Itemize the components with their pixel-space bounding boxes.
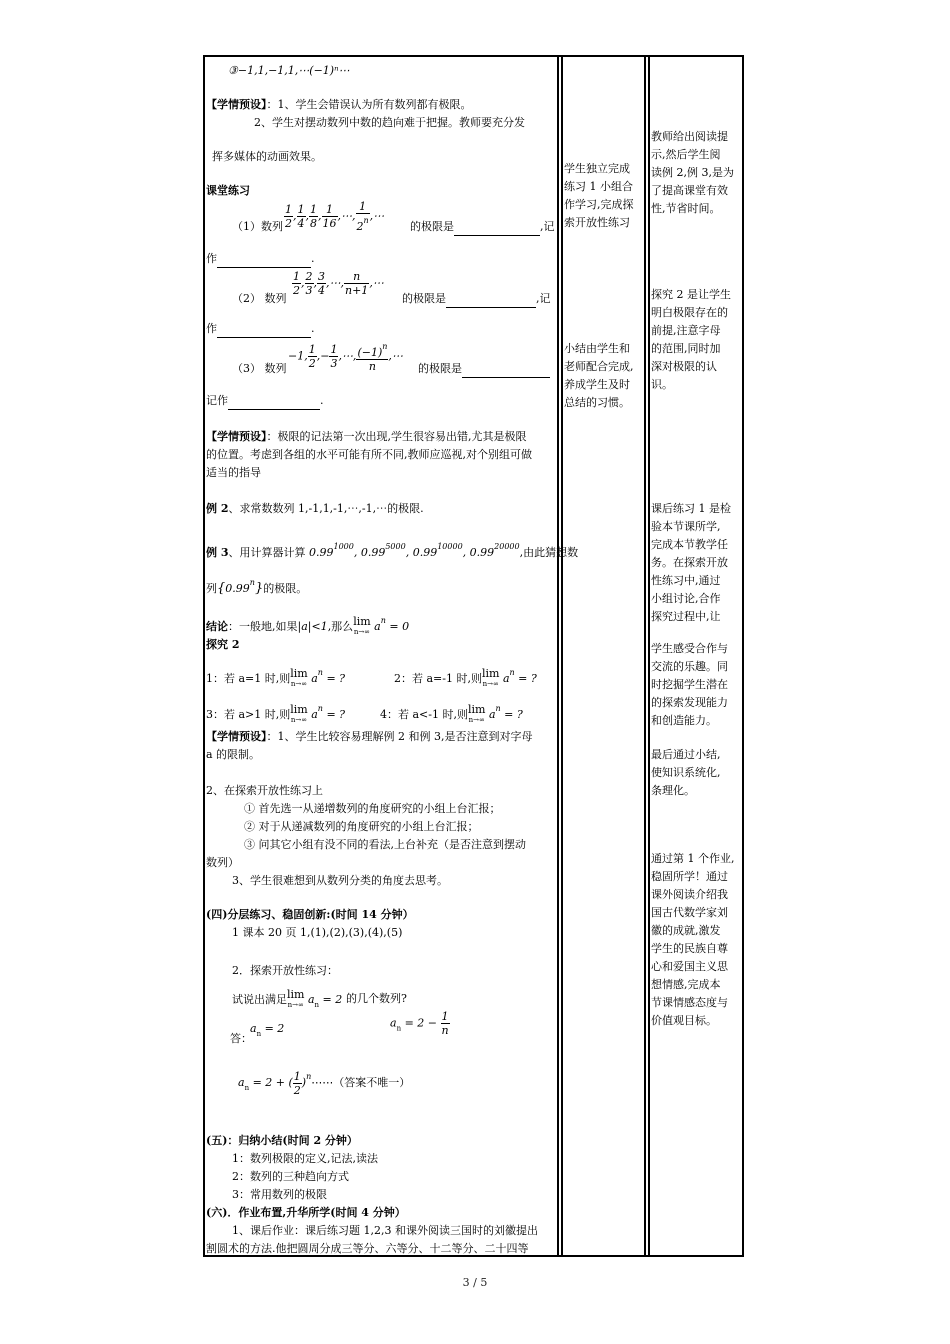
example-2: 例 2、求常数数列 1,-1,1,-1,⋯,-1,⋯的极限. <box>206 502 424 515</box>
exercise-2-answer: 的极限是 ,记 <box>402 290 551 308</box>
column-divider <box>561 55 563 1257</box>
exercise-3-answer: 的极限是 <box>418 360 550 378</box>
sequence-3: ③−1,1,−1,1,⋯(−1)ⁿ⋯ <box>228 64 350 77</box>
teaching-content-column <box>206 58 579 1255</box>
preset-3: 【学情预设】：1、学生比较容易理解例 2 和例 3,是否注意到对字母 <box>206 730 533 743</box>
example-3-sequence: 列{0.99$^n$}的极限。 <box>206 578 308 596</box>
exercise-2-notation: 作 . <box>206 320 315 338</box>
preset-1-line3: 挥多媒体的动画效果。 <box>212 150 322 163</box>
section-5-item-3: 3：常用数列的极限 <box>232 1188 327 1201</box>
notation-blank[interactable] <box>217 255 311 268</box>
practice-title: 课堂练习 <box>206 184 250 197</box>
preset-3-line2: a 的限制。 <box>206 748 261 761</box>
section-5-item-1: 1：数列极限的定义,记法,读法 <box>232 1152 378 1165</box>
exercise-3-notation: 记作 . <box>206 392 324 410</box>
section-4-title: (四)分层练习、稳固创新:(时间 14 分钟） <box>206 908 414 921</box>
notation-blank[interactable] <box>217 325 311 338</box>
answer: 答： <box>230 1032 252 1045</box>
answer-formula-3: $a_n = 2$ + ( $\frac{1}{2}$ )$^n$⋯⋯（答案不唯一） <box>238 1069 411 1097</box>
section-6-item-1-cont: 割圆术的方法.他把圆周分成三等分、六等分、十二等分、二十四等 <box>206 1242 529 1255</box>
section-6-title: (六)．作业布置,升华所学(时间 4 分钟） <box>206 1206 406 1219</box>
exercise-1-answer: 的极限是 ,记 <box>410 218 555 236</box>
design-intent-column <box>651 58 741 1254</box>
explore-case-3: 3：若 a>1 时,则 lim n→∞ $a^n$ = ? <box>206 703 346 724</box>
section-4-item-1: 1 课本 20 页 1,(1),(2),(3),(4),(5) <box>232 926 403 939</box>
explore-case-4: 4：若 a<-1 时,则 lim n→∞ $a^n$ = ? <box>380 703 523 724</box>
student-activity-column <box>564 58 642 1254</box>
section-4-item-2: 2．探索开放性练习： <box>232 964 338 977</box>
exercise-1-notation: 作 . <box>206 250 315 268</box>
explore-case-2: 2：若 a=-1 时,则 lim n→∞ $a^n$ = ? <box>394 667 537 688</box>
exercise-2: （2） 数列 <box>232 292 287 305</box>
preset-2-line2: 的位置。考虑到各组的水平可能有所不同,教师应巡视,对个别组可做 <box>206 448 532 461</box>
column-divider <box>557 55 559 1257</box>
preset-1: 【学情预设】：1、学生会错误认为所有数列都有极限。 <box>206 98 472 111</box>
exercise-3: （3） 数列 <box>232 362 287 375</box>
conclusion: 结论：一般地,如果|a|<1,那么 lim n→∞ $a^n = 0$ <box>206 615 410 636</box>
exercise-2-sequence: $\frac{1}{2}$ , $\frac{2}{3}$ , $\frac{3}{4}$ ,⋯, $\frac{n}{n+1}$ ,⋯ <box>293 270 384 297</box>
preset-2: 【学情预设】：极限的记法第一次出现,学生很容易出错,尤其是极限 <box>206 430 527 443</box>
design-intent-block-6: 通过第 1 个作业, 稳固所学！通过 课外阅读介绍我 国古代数学家刘 徽的成就,激发 学生的民族自尊 心和爱国主义思 想情感,完成本 节课情感态度与 价值观目标。 <box>651 852 735 1027</box>
column-divider <box>644 55 646 1257</box>
design-intent-block-2: 探究 2 是让学生 明白极限存在的 前提,注意字母 的范围,同时加 深对极限的认 识。 <box>651 288 731 391</box>
answer-blank[interactable] <box>454 223 540 236</box>
design-intent-block-1: 教师给出阅读提 示,然后学生阅 读例 2,例 3,是为 了提高课堂有效 性,节省时间。 <box>651 130 734 215</box>
exercise-3-sequence: −1, $\frac{1}{2}$ ,− $\frac{1}{3}$ ,⋯, $\frac{(-1)^n}{n}$ ,⋯ <box>288 342 403 373</box>
section-5-title: (五)：归纳小结(时间 2 分钟） <box>206 1134 358 1147</box>
exercise-1: （1）数列 <box>232 220 283 233</box>
answer-formula-1: $a_n = 2$ <box>250 1022 285 1038</box>
open-practice-step-2: ② 对于从递减数列的角度研究的小组上台汇报； <box>244 820 479 833</box>
section-4-question-tail: 的几个数列? <box>346 992 407 1005</box>
open-practice-step-3-cont: 数列） <box>206 856 239 869</box>
section-6-item-1: 1、课后作业：课后练习题 1,2,3 和课外阅读三国时的刘徽提出 <box>232 1224 538 1237</box>
open-practice-step-1: ① 首先选一从递增数列的角度研究的小组上台汇报； <box>244 802 501 815</box>
preset-2-line3: 适当的指导 <box>206 466 261 479</box>
answer-blank[interactable] <box>446 295 536 308</box>
student-activity-block-2: 小结由学生和 老师配合完成, 养成学生及时 总结的习惯。 <box>564 342 634 409</box>
preset-1-line2: 2、学生对摆动数列中数的趋向难于把握。教师要充分发 <box>254 116 525 129</box>
student-activity-block-1: 学生独立完成 练习 1 小组合 作学习,完成探 索开放性练习 <box>564 162 634 229</box>
section-4-question: 试说出满足 lim n→∞ $a_n = 2$ <box>232 988 343 1009</box>
section-5-item-2: 2：数列的三种趋向方式 <box>232 1170 349 1183</box>
answer-blank[interactable] <box>462 365 550 378</box>
column-divider <box>648 55 650 1257</box>
design-intent-block-3: 课后练习 1 是检 验本节课所学, 完成本节教学任 务。在探索开放 性练习中,通过 小组讨论,合作 探究过程中,让 <box>651 502 731 623</box>
notation-blank[interactable] <box>228 397 320 410</box>
preset-3-point-3: 3、学生很难想到从数列分类的角度去思考。 <box>232 874 448 887</box>
open-practice-step-3: ③ 问其它小组有没不同的看法,上台补充（是否注意到摆动 <box>244 838 526 851</box>
page-number: 3 / 5 <box>462 1276 488 1289</box>
design-intent-block-5: 最后通过小结, 使知识系统化, 条理化。 <box>651 748 721 797</box>
open-practice-heading: 2、在探索开放性练习上 <box>206 784 323 797</box>
answer-formula-2: $a_n = 2$ − $\frac{1}{n}$ <box>390 1010 449 1037</box>
explore-case-1: 1：若 a=1 时,则 lim n→∞ $a^n$ = ? <box>206 667 346 688</box>
design-intent-block-4: 学生感受合作与 交流的乐趣。同 时挖掘学生潜在 的探索发现能力 和创造能力。 <box>651 642 728 727</box>
exercise-1-sequence: $\frac{1}{2}$ , $\frac{1}{4}$ , $\frac{1}{8}$ , $\frac{1}{16}$ ,⋯, $\frac{1}{2^n}$ ,⋯ <box>285 200 385 233</box>
example-3: 例 3、用计算器计算 $0.99^{1000}$, $0.99^{5000}$, $0.99^{10000}$, $0.99^{20000}$,由此猜想数 <box>206 542 579 559</box>
explore-2-title: 探究 2 <box>206 638 240 651</box>
